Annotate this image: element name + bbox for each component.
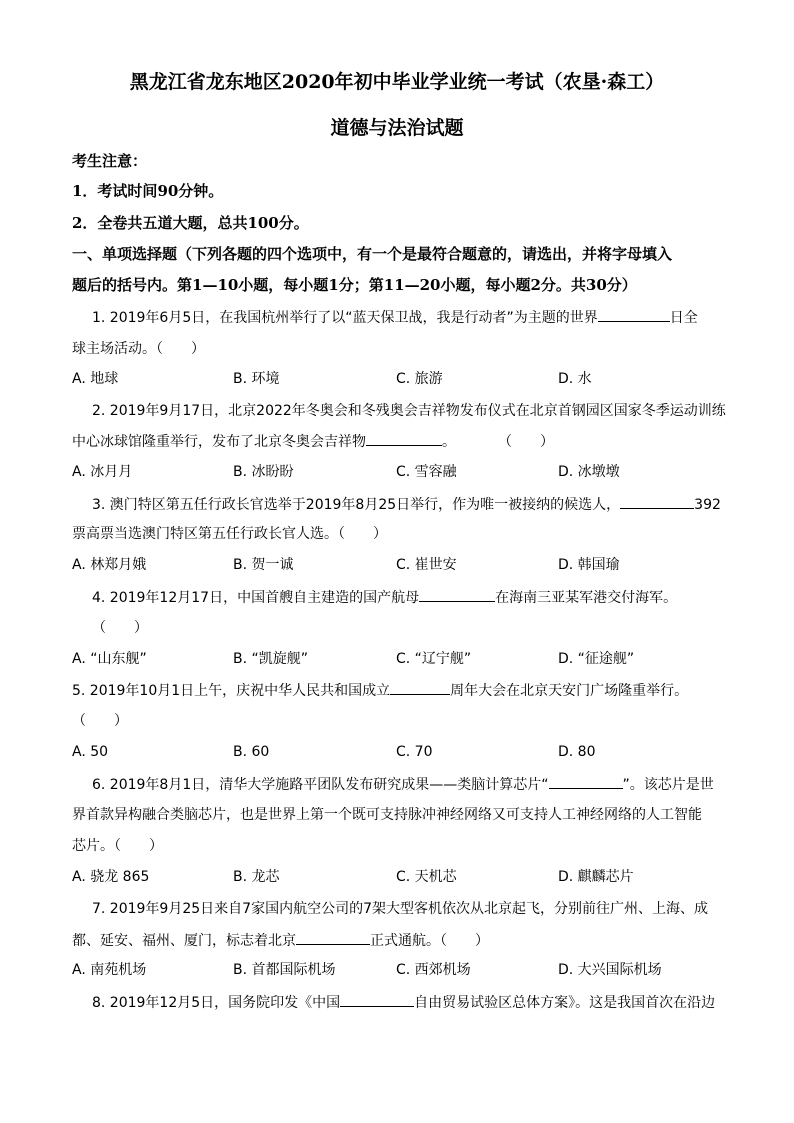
option-a: A. 骁龙 865	[72, 869, 150, 885]
option-d: D. 大兴国际机场	[558, 962, 662, 978]
question-text: 日全	[669, 310, 698, 326]
exam-title: 黑龙江省龙东地区2020年初中毕业学业统一考试（农垦·森工）	[129, 71, 665, 93]
option-a: A. 50	[72, 744, 109, 760]
question-text: 8. 2019年12月5日，国务院印发《中国	[92, 995, 341, 1011]
answer-blank[interactable]	[340, 992, 414, 1007]
question-6	[92, 774, 714, 795]
question-5-continued: （ ）	[72, 713, 128, 729]
question-6-continued: 界首款异构融合类脑芯片，也是世界上第一个既可支持脉冲神经网络又可支持人工神经网络的人工智能	[72, 807, 702, 823]
option-c: C. 天机芯	[396, 869, 457, 885]
question-text: 正式通航。（ ）	[370, 933, 489, 949]
option-c: C. 雪容融	[396, 464, 457, 480]
question-text: 392	[694, 497, 721, 513]
option-b: B. 龙芯	[233, 869, 280, 885]
question-text: ”。该芯片是世	[622, 777, 714, 793]
answer-blank[interactable]	[419, 587, 495, 602]
option-a: A. 冰月月	[72, 464, 133, 480]
question-5	[72, 680, 688, 701]
question-1-continued: 球主场活动。（ ）	[72, 341, 205, 357]
notice-item-1: 1．考试时间90分钟。	[72, 182, 224, 200]
option-a: A. 南苑机场	[72, 962, 147, 978]
question-text: 在海南三亚某军港交付海军。	[495, 590, 678, 606]
option-d: D. 80	[558, 744, 596, 760]
question-8	[92, 992, 715, 1013]
notice-heading: 考生注意：	[72, 152, 148, 170]
question-text: 。 （ ）	[442, 434, 554, 450]
section-instructions: 题后的括号内。第1—10小题，每小题1分；第11—20小题，每小题2分。共30分）	[72, 276, 637, 294]
option-c: C. 70	[396, 744, 433, 760]
question-1	[92, 307, 698, 328]
option-b: B. 贺一诚	[233, 557, 294, 573]
notice-item-2: 2．全卷共五道大题，总共100分。	[72, 214, 309, 232]
option-d: D. 麒麟芯片	[558, 869, 634, 885]
question-7: 7. 2019年9月25日来自7家国内航空公司的7架大型客机依次从北京起飞，分别前往广州、上海、成	[92, 901, 708, 917]
option-a: A. 地球	[72, 371, 119, 387]
question-text: 3. 澳门特区第五任行政长官选举于2019年8月25日举行，作为唯一被接纳的候选人，	[92, 497, 621, 513]
option-a: A. “山东舰”	[72, 651, 147, 667]
answer-blank[interactable]	[366, 431, 442, 446]
option-b: B. 环境	[233, 371, 280, 387]
answer-blank[interactable]	[620, 494, 694, 509]
question-text: 周年大会在北京天安门广场隆重举行。	[450, 683, 689, 699]
question-3-continued: 票高票当选澳门特区第五任行政长官人选。（ ）	[72, 526, 387, 542]
question-6-continued: 芯片。（ ）	[72, 838, 163, 854]
exam-subtitle: 道德与法治试题	[330, 117, 464, 139]
question-2-continued	[72, 431, 554, 452]
option-d: D. “征途舰”	[558, 651, 635, 667]
question-text: 1. 2019年6月5日，在我国杭州举行了以“蓝天保卫战，我是行动者”为主题的世界	[92, 310, 598, 326]
option-c: C. 崔世安	[396, 557, 457, 573]
question-4	[92, 587, 677, 608]
option-c: C. “辽宁舰”	[396, 651, 472, 667]
question-4-continued: （ ）	[92, 620, 148, 636]
option-d: D. 韩国瑜	[558, 557, 620, 573]
section-heading: 一、单项选择题（下列各题的四个选项中，有一个是最符合题意的，请选出，并将字母填入	[72, 245, 673, 263]
answer-blank[interactable]	[390, 680, 450, 695]
option-d: D. 水	[558, 371, 592, 387]
option-b: B. 冰盼盼	[233, 464, 294, 480]
question-text: 都、延安、福州、厦门，标志着北京	[72, 933, 296, 949]
question-text: 中心冰球馆隆重举行，发布了北京冬奥会吉祥物	[72, 434, 366, 450]
question-7-continued	[72, 930, 489, 951]
question-text: 4. 2019年12月17日，中国首艘自主建造的国产航母	[92, 590, 420, 606]
option-a: A. 林郑月娥	[72, 557, 147, 573]
question-2: 2. 2019年9月17日，北京2022年冬奥会和冬残奥会吉祥物发布仪式在北京首钢园区国家冬季运动训练	[92, 403, 726, 419]
answer-blank[interactable]	[296, 930, 370, 945]
question-text: 6. 2019年8月1日，清华大学施路平团队发布研究成果——类脑计算芯片“	[92, 777, 549, 793]
option-b: B. 首都国际机场	[233, 962, 336, 978]
option-b: B. 60	[233, 744, 270, 760]
question-3	[92, 494, 721, 515]
option-c: C. 西郊机场	[396, 962, 471, 978]
answer-blank[interactable]	[598, 307, 670, 322]
option-b: B. “凯旋舰”	[233, 651, 309, 667]
option-d: D. 冰墩墩	[558, 464, 620, 480]
question-text: 5. 2019年10月1日上午，庆祝中华人民共和国成立	[72, 683, 391, 699]
question-text: 自由贸易试验区总体方案》。这是我国首次在沿边	[414, 995, 716, 1011]
answer-blank[interactable]	[549, 774, 623, 789]
option-c: C. 旅游	[396, 371, 443, 387]
